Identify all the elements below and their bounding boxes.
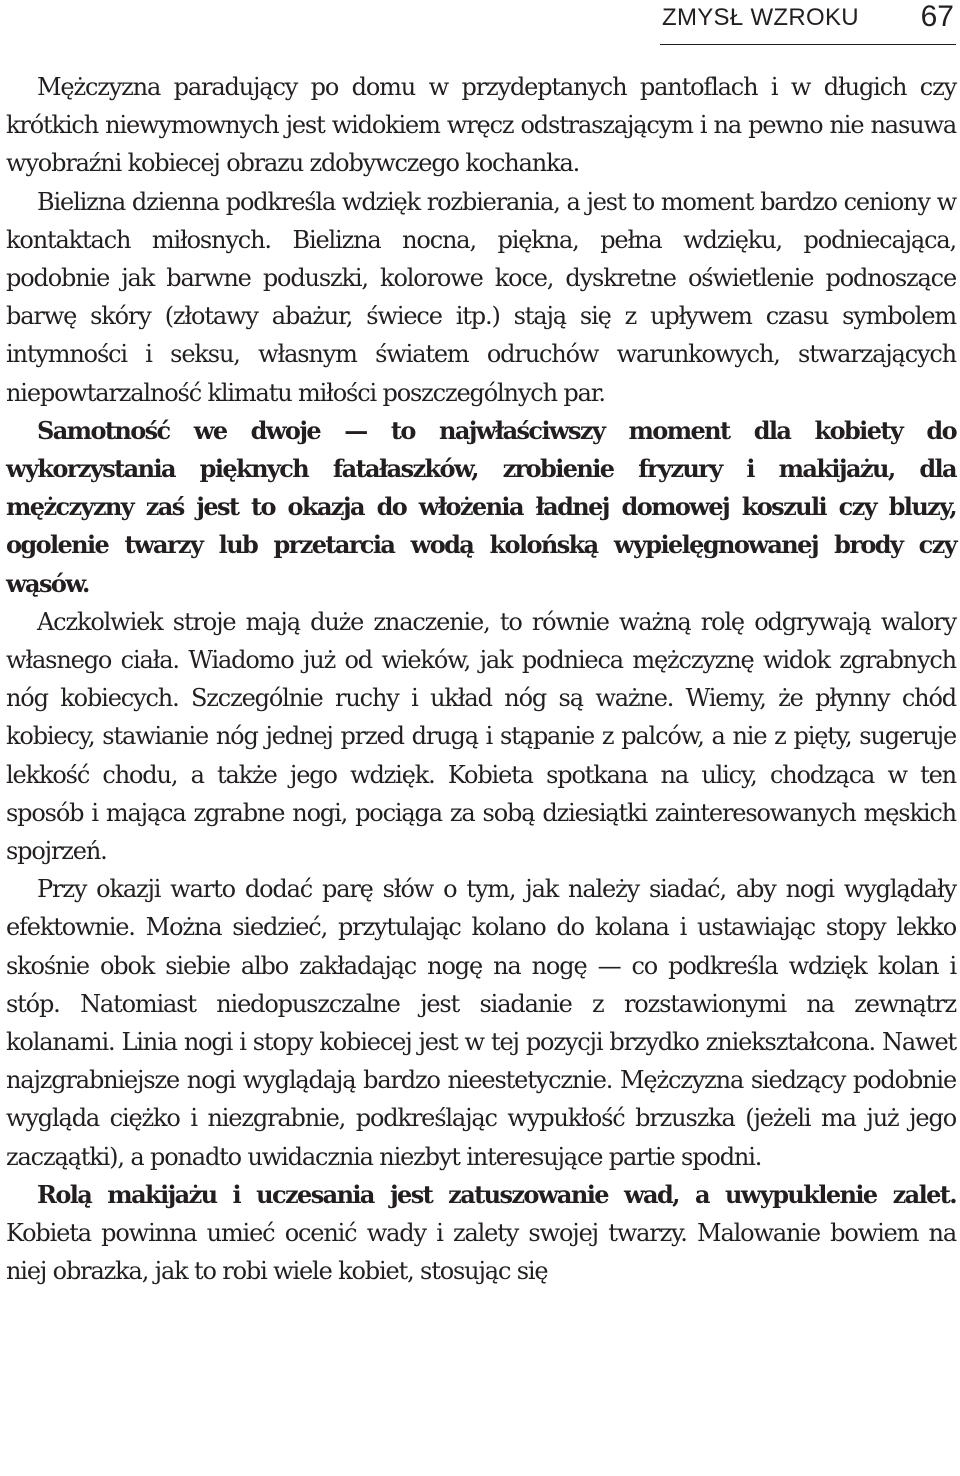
paragraph-6 bbox=[6, 1176, 956, 1291]
paragraph-6-rest: Kobieta powinna umieć ocenić wady i zalety swojej twarzy. Malowanie bowiem na niej obrazka, jak to robi wiele kobiet, stosując się bbox=[6, 1219, 956, 1286]
running-head bbox=[660, 0, 956, 45]
paragraph-1: Mężczyzna paradujący po domu w przydeptanych pantoflach i w długich czy krótkich niewymownych jest widokiem wręcz odstraszającym i na pewno nie nasuwa wyobraźni kobiecej obrazu zdobywczego kochanka. bbox=[6, 73, 956, 178]
paragraph-2: Bielizna dzienna podkreśla wdzięk rozbierania, a jest to moment bardzo ceniony w kontaktach miłosnych. Bielizna nocna, piękna, pełna wdzięku, podniecająca, podobnie jak barwne poduszki, kolorowe koce, dyskretne oświetlenie podnoszące barwę skóry (złotawy abażur, świece itp.) stają się z upływem czasu symbolem intymności i seksu, własnym światem odruchów warunkowych, stwarzających niepowtarzalność klimatu miłości poszczególnych par. bbox=[6, 187, 956, 407]
section-title: ZMYSŁ WZROKU bbox=[662, 4, 859, 31]
body-text bbox=[6, 68, 956, 1291]
paragraph-4: Aczkolwiek stroje mają duże znaczenie, to równie ważną rolę odgrywają walory własnego ciała. Wiadomo już od wieków, jak podnieca mężczyznę widok zgrabnych nóg kobiecych. Szczególnie ruchy i układ nóg są ważne. Wiemy, że płynny chód kobiecy, stawianie nóg jednej przed drugą i stąpanie z palców, a nie z pięty, sugeruje lekkość chodu, a także jego wdzięk. Kobieta spotkana na ulicy, chodząca w ten sposób i mająca zgrabne nogi, pociąga za sobą dziesiątki zainteresowanych męskich spojrzeń. bbox=[6, 607, 956, 866]
paragraph-3-bold: Samotność we dwoje — to najwłaściwszy moment dla kobiety do wykorzystania pięknych fatałaszków, zrobienie fryzury i makijażu, dla mężczyzny zaś jest to okazja do włożenia ładnej domowej koszuli czy bluzy, ogolenie twarzy lub przetarcia wodą kolońską wypielęgnowanej brody czy wąsów. bbox=[6, 415, 956, 598]
page-number: 67 bbox=[920, 0, 954, 33]
paragraph-6-bold-lead: Rolą makijażu i uczesania jest zatuszowanie wad, a uwypuklenie zalet. bbox=[37, 1179, 956, 1209]
paragraph-5: Przy okazji warto dodać parę słów o tym, jak należy siadać, aby nogi wyglądały efektownie. Można siedzieć, przytulając kolano do kolana i ustawiając stopy lekko skośnie obok siebie albo zakładając nogę na nogę — co podkreśla wdzięk kolan i stóp. Natomiast niedopuszczalne jest siadanie z rozstawionymi na zewnątrz kolanami. Linia nogi i stopy kobiecej jest w tej pozycji brzydko zniekształcona. Nawet najzgrabniejsze nogi wyglądają bardzo nieestetycznie. Mężczyzna siedzący podobnie wygląda ciężko i niezgrabnie, podkreślając wypukłość brzuszka (jeżeli ma już jego zacząątki), a ponadto uwidacznia niezbyt interesujące partie spodni. bbox=[6, 875, 956, 1171]
